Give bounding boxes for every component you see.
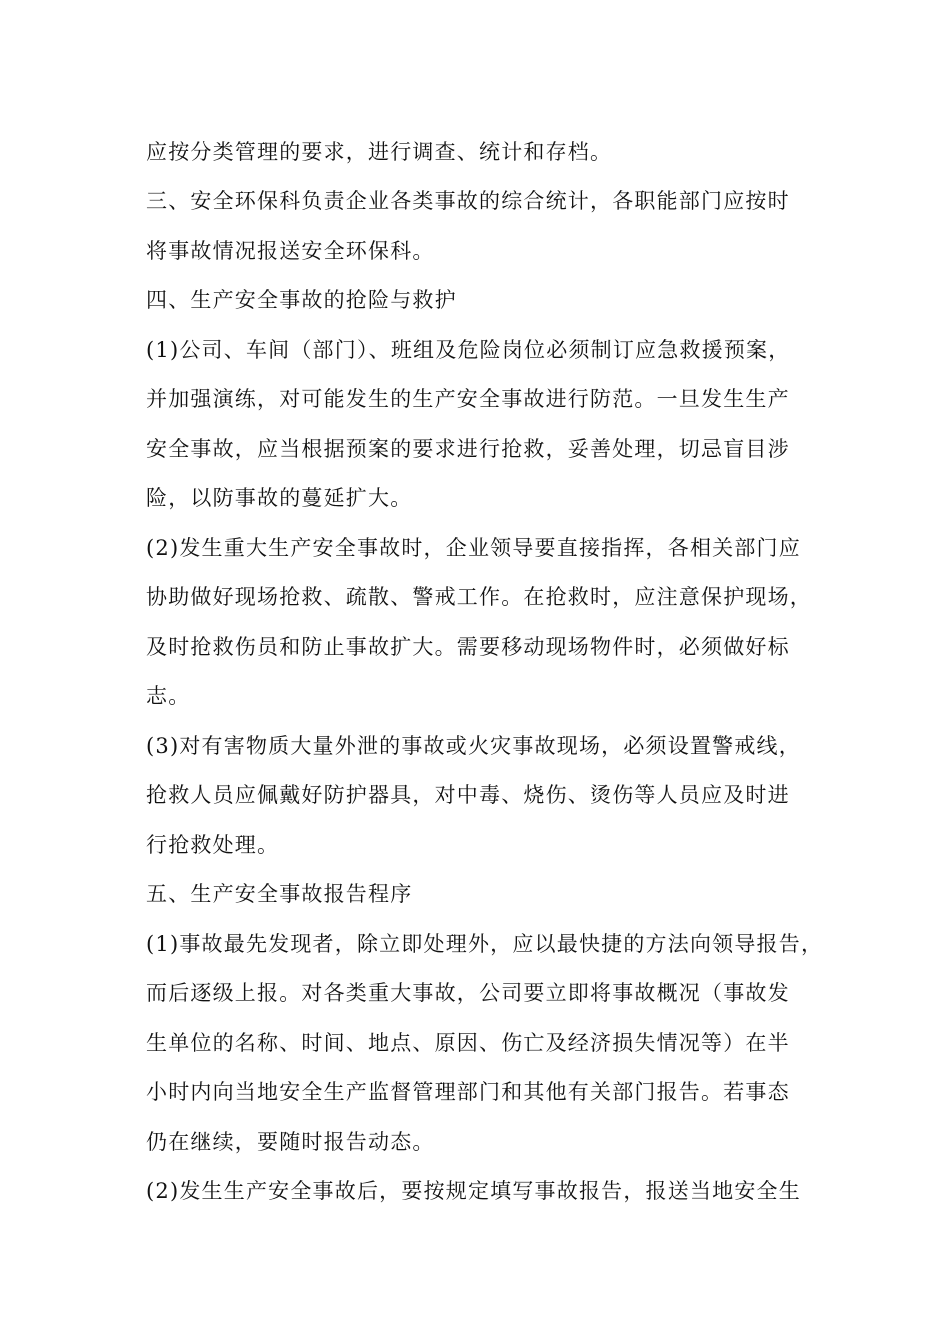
text-line: 行抢救处理。 [146,833,280,857]
text-line: 生单位的名称、时间、地点、原因、伤亡及经济损失情况等）在半 [146,1031,790,1055]
text-line: 志。 [146,684,191,708]
text-line: 将事故情况报送安全环保科。 [146,239,435,263]
section-heading-5: 五、生产安全事故报告程序 [146,882,413,906]
text-line: 仍在继续，要随时报告动态。 [146,1130,435,1154]
text-line: 安全事故，应当根据预案的要求进行抢救，妥善处理，切忌盲目涉 [146,437,790,461]
text-line: (2)发生重大生产安全事故时，企业领导要直接指挥，各相关部门应 [146,536,801,560]
text-line: 险，以防事故的蔓延扩大。 [146,486,413,510]
section-heading-4: 四、生产安全事故的抢险与救护 [146,288,457,312]
text-line: (3)对有害物质大量外泄的事故或火灾事故现场，必须设置警戒线， [146,734,801,758]
text-line: (1)事故最先发现者，除立即处理外，应以最快捷的方法向领导报告， [146,932,824,956]
section-heading-3: 三、安全环保科负责企业各类事故的综合统计，各职能部门应按时 [146,189,790,213]
text-line: 及时抢救伤员和防止事故扩大。需要移动现场物件时，必须做好标 [146,635,790,659]
text-line: 并加强演练，对可能发生的生产安全事故进行防范。一旦发生生产 [146,387,790,411]
text-line: (1)公司、车间（部门）、班组及危险岗位必须制订应急救援预案， [146,338,791,362]
text-line: 抢救人员应佩戴好防护器具，对中毒、烧伤、烫伤等人员应及时进 [146,783,790,807]
text-line: 应按分类管理的要求，进行调查、统计和存档。 [146,140,613,164]
text-line: 而后逐级上报。对各类重大事故，公司要立即将事故概况（事故发 [146,981,790,1005]
text-line: 小时内向当地安全生产监督管理部门和其他有关部门报告。若事态 [146,1080,790,1104]
text-line: (2)发生生产安全事故后，要按规定填写事故报告，报送当地安全生 [146,1179,801,1203]
text-line: 协助做好现场抢救、疏散、警戒工作。在抢救时，应注意保护现场， [146,585,812,609]
